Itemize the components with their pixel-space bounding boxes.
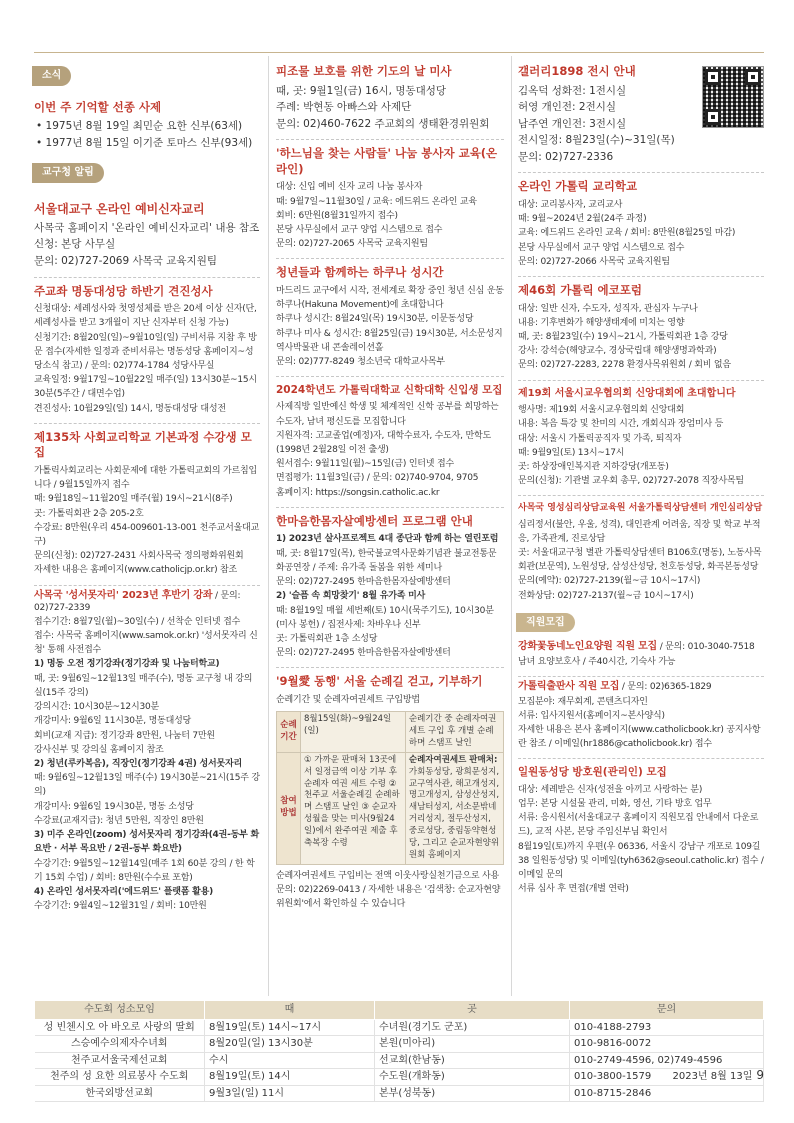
notice-text: 접수기간: 8월7일(월)~30일(수) / 선착순 인터넷 접수 xyxy=(34,616,241,627)
notice-text: 사제직방 일반예신 학생 및 체계적인 신학 공부를 희망하는 수도자, 남녀 평신도를 모집합니다 xyxy=(276,402,499,427)
column-header: 문의 xyxy=(570,1001,764,1020)
table-cell: 010-9816-0072 xyxy=(570,1036,764,1053)
notice-title: 갤러리1898 전시 안내 xyxy=(518,64,636,78)
notice-text: 접수: 사목국 홈페이지(www.samok.or.kr) '성서못자리 신청' 통해 사전접수 xyxy=(34,631,258,656)
table-cell: 010-4188-2793 xyxy=(570,1019,764,1036)
section-tab-jobs: 직원모집 xyxy=(516,613,575,633)
notice-text: 사목국 홈페이지 '온라인 예비신자교리' 내용 참조 xyxy=(34,221,260,234)
notice-title: 제135차 사회교리학교 기본과정 수강생 모집 xyxy=(34,429,252,460)
table-cell: 010-3800-1579 xyxy=(570,1069,764,1086)
notice-text: 행사명: 제19회 서울시교우협의회 신앙대회 xyxy=(518,405,685,416)
notice-text: 홈페이지: https://songsin.catholic.ac.kr xyxy=(276,487,440,498)
divider xyxy=(276,139,504,140)
notice-text: 때, 곳: 9월6일~12월13일 매주(수), 명동 교구청 내 강의실(15주 강의) xyxy=(34,673,253,698)
memorial-item: • 1977년 8월 15일 이기준 토마스 신부(93세) xyxy=(36,136,253,149)
table-cell: 9월3일(일) 11시 xyxy=(205,1085,375,1102)
notice-subhead: 2) 청년(루카복음), 직장인(정기강좌 4권) 성서못자리 xyxy=(34,759,243,770)
table-cell: 천주교서울국제선교회 xyxy=(35,1052,205,1069)
table-cell: 선교회(한남동) xyxy=(375,1052,570,1069)
vocation-schedule-table xyxy=(34,1000,764,1102)
notice-subhead: 3) 미주 온라인(zoom) 성서못자리 정기강좌(4권-동부 화요반 · 서부 목요반 / 2권-동부 화요반) xyxy=(34,830,260,855)
notice-text: 때: 9월9일(토) 13시~17시 xyxy=(518,447,625,458)
notice-text: 전시일정: 8월23일(수)~31일(목) xyxy=(518,134,675,147)
notice-text: 남주연 개인전: 3전시실 xyxy=(518,117,627,130)
top-rule xyxy=(34,52,764,53)
notice-text: 문의(예약): 02)727-2139(월~금 10시~17시) xyxy=(518,576,701,587)
column-left xyxy=(34,56,260,913)
column-header: 때 xyxy=(205,1001,375,1020)
notice-subhead: 2) '슬픔 속 희망찾기' 8월 유가족 미사 xyxy=(276,591,426,602)
notice-text: 곳: 서울대교구청 별관 가톨릭상담센터 B106호(명동), 노동사목회관(보문역), 노원성당, 삼성산성당, 천호동성당, 화곡본동성당 xyxy=(518,548,762,573)
notice-text: 하쿠나 성시간: 8월24일(목) 19시30분, 이문동성당 xyxy=(276,314,474,325)
notice-text: 때: 9월6일~12월13일 매주(수) 19시30분~21시(15주 강의) xyxy=(34,773,260,798)
table-cell: 성 빈첸시오 아 바오로 사랑의 딸회 xyxy=(35,1019,205,1036)
table-cell: 8월15일(화)~9월24일(일) xyxy=(301,712,406,753)
notice-text: 하쿠나 미사 & 성시간: 8월25일(금) 19시30분, 서소문성지역사박물관 내 콘솔레이션홀 xyxy=(276,328,503,353)
notice-text: 순례기간 및 순례자여권세트 구입방법 xyxy=(276,694,420,705)
notice-text: 대상: 서울시 가톨릭공직자 및 가족, 퇴직자 xyxy=(518,433,682,444)
divider xyxy=(276,667,504,668)
notice-text: 문의: 02)727-2069 사목국 교육지원팀 xyxy=(34,255,217,268)
notice-title: 주교좌 명동대성당 하반기 견진성사 xyxy=(34,283,213,298)
table-cell: 본부(성북동) xyxy=(375,1085,570,1102)
notice-text: 곳: 가톨릭회관 1층 소성당 xyxy=(276,633,378,644)
table-row xyxy=(35,1036,764,1053)
divider xyxy=(518,495,764,496)
notice-title: 청년들과 함께하는 하쿠나 성시간 xyxy=(276,265,444,280)
notice-text: 순례자여권세트 구입비는 전액 이웃사랑실천기금으로 사용 xyxy=(276,870,499,881)
column-divider xyxy=(511,56,512,996)
divider xyxy=(518,676,764,677)
notice-text: 수강기간: 9월4일~12월31일 / 회비: 10만원 xyxy=(34,901,207,912)
notice-title: 제46회 가톨릭 에코포럼 xyxy=(518,283,642,298)
notice-title: 제19회 서울시교우협의회 신앙대회에 초대합니다 xyxy=(518,387,736,399)
table-row xyxy=(35,1019,764,1036)
table-header-row xyxy=(35,1001,764,1020)
notice-text: 마드리드 교구에서 시작, 전세계로 확장 중인 청년 신심 운동 하쿠나(Hakuna Movement)에 초대합니다 xyxy=(276,285,504,311)
notice-text: 문의: 02)727-2066 사목국 교육지원팀 xyxy=(518,256,670,267)
pilgrimage-table xyxy=(276,711,504,865)
notice-text: 문의: 02)727-2283, 2278 환경사목위원회 / 회비 없음 xyxy=(518,360,731,371)
notice-text: 개강미사: 9월6일 19시30분, 명동 소성당 xyxy=(34,801,194,812)
column-right xyxy=(518,56,764,896)
table-cell: 스승예수의제자수녀회 xyxy=(35,1036,205,1053)
table-cell: 한국외방선교회 xyxy=(35,1085,205,1102)
notice-text: 전화상담: 02)727-2137(월~금 10시~17시) xyxy=(518,590,694,601)
column-middle xyxy=(276,56,504,911)
table-cell: 수녀원(경기도 군포) xyxy=(375,1019,570,1036)
notice-text: 자세한 내용은 홈페이지(www.catholicjp.or.kr) 참조 xyxy=(34,565,238,576)
notice-text: 개강미사: 9월6일 11시30분, 명동대성당 xyxy=(34,716,192,727)
page-footer xyxy=(672,1066,764,1085)
notice-title: 사목국 영성심리상담교육원 서울가톨릭상담센터 개인심리상담 xyxy=(518,503,763,514)
divider xyxy=(276,376,504,377)
divider xyxy=(518,276,764,277)
notice-text: 때: 9월18일~11월20일 매주(월) 19시~21시(8주) xyxy=(34,494,233,505)
table-label: 순례기간 xyxy=(277,712,301,753)
notice-title: 2024학년도 가톨릭대학교 신학대학 신입생 모집 xyxy=(276,384,503,397)
notice-text: 가톨릭사회교리는 사회문제에 대한 가톨릭교회의 가르침입니다 / 9월15일까지 접수 xyxy=(34,465,257,491)
notice-text: 강사신부 및 강의실 홈페이지 참조 xyxy=(34,744,164,755)
notice-text: 대상: 세례받은 신자(성전을 아끼고 사랑하는 분) xyxy=(518,784,703,795)
table-cell: 수도원(개화동) xyxy=(375,1069,570,1086)
notice-text: 서류 심사 후 면접(개별 연락) xyxy=(518,884,629,895)
notice-text: 때, 곳: 9월1일(금) 16시, 명동대성당 xyxy=(276,84,447,97)
memorial-title: 이번 주 기억할 선종 사제 xyxy=(34,99,162,114)
notice-title: '하느님을 찾는 사람들' 나눔 봉사자 교육(온라인) xyxy=(276,146,498,176)
notice-text: 강사: 강석승(해양교수, 경상국립대 해양생명과학과) xyxy=(518,346,717,357)
notice-text: 문의(신청): 02)727-2431 사회사목국 정의평화위원회 xyxy=(34,551,244,562)
notice-text: 때, 곳: 8월17일(목), 한국불교역사문화기념관 불교전통문화공연장 / 주제: 유가족 돌봄을 위한 세미나 xyxy=(276,548,497,573)
table-cell: 8월19일(토) 14시 xyxy=(205,1069,375,1086)
table-cell: 8월20일(일) 13시30분 xyxy=(205,1036,375,1053)
notice-text: 신청: 본당 사무실 xyxy=(34,238,116,251)
notice-text: 강의시간: 10시30분~12시30분 xyxy=(34,702,159,713)
table-row xyxy=(35,1069,764,1086)
notice-text: 때: 8월19일 매월 세번째(토) 10시(묵주기도), 10시30분(미사 봉헌) / 집전사제: 차바우나 신부 xyxy=(276,605,494,630)
notice-text: 견진성사: 10월29일(일) 14시, 명동대성당 대성전 xyxy=(34,403,226,414)
column-header: 곳 xyxy=(375,1001,570,1020)
notice-text: 신청대상: 세례성사와 첫영성체를 받은 20세 이상 신자(단, 세례성사를 받고 3개월이 지난 신자부터 신청 가능) xyxy=(34,304,257,329)
table-row xyxy=(35,1052,764,1069)
column-divider xyxy=(268,56,269,996)
notice-text: 문의: 02)727-2495 한마음한몸자살예방센터 xyxy=(276,577,451,588)
notice-title: 서울대교구 온라인 예비신자교리 xyxy=(34,201,205,216)
divider xyxy=(34,423,260,424)
notice-text: 심리정서(불안, 우울, 성격), 대인관계 어려움, 직장 및 학교 부적응, 가족관계, 진로상담 xyxy=(518,519,761,544)
notice-title: 강화꽃동네노인요양원 직원 모집 xyxy=(518,641,658,653)
notice-text: 문의: 02)727-2495 한마음한몸자살예방센터 xyxy=(276,648,451,659)
notice-title-row: 사목국 '성서못자리' 2023년 후반기 강좌 / 문의: 02)727-2339 xyxy=(34,589,241,614)
table-cell: 순례자여권세트 판매처: 가회동성당, 광희문성지, 교구역사관, 해고개성지, 명고개성지, 삼성산성지, 새남터성지, 서소문밖네거리성지, 절두산성지, 중로성당, 중림동약현성당, 그리고 순교자현양위원회 홈페이지 xyxy=(405,752,503,864)
notice-text: 내용: 기후변화가 해양생태계에 미치는 영향 xyxy=(518,317,685,328)
notice-text: 모집분야: 재무회계, 콘텐츠디자인 xyxy=(518,696,648,707)
divider xyxy=(34,277,260,278)
notice-text: 신청기간: 8월20일(일)~9월10일(일) 구비서류 지참 후 방문 접수(자세한 일정과 준비서류는 명동성당 홈페이지~성당소식 참고) / 문의: 02)774-1784 성당사무실 xyxy=(34,332,257,371)
notice-text: 원서접수: 9월11일(월)~15일(금) 인터넷 접수 xyxy=(276,459,454,470)
column-header: 수도회 성소모임 xyxy=(35,1001,205,1020)
notice-text: 면접평가: 11월3일(금) / 문의: 02)740-9704, 9705 xyxy=(276,473,479,484)
notice-text: 본당 사무실에서 교구 양업 시스템으로 접수 xyxy=(518,242,685,253)
notice-title: 온라인 가톨릭 교리학교 xyxy=(518,179,638,194)
table-label: 참여방법 xyxy=(277,752,301,864)
notice-text: 업무: 본당 시설물 관리, 미화, 영선, 기타 방호 업무 xyxy=(518,798,712,809)
notice-text: 수강료: 8만원(우리 454-009601-13-001 천주교서울대교구) xyxy=(34,522,260,547)
issue-date: 2023년 8월 13일 xyxy=(672,1071,753,1082)
notice-text: 수강료(교재지급): 청년 5만원, 직장인 8만원 xyxy=(34,815,204,826)
notice-text: 문의: 02)777-8249 청소년국 대학교사목부 xyxy=(276,356,445,367)
notice-text: 회비(교재 지급): 정기강좌 8만원, 나눔터 7만원 xyxy=(34,730,215,741)
notice-title: 피조물 보호를 위한 기도의 날 미사 xyxy=(276,64,452,78)
notice-text: 회비: 6만원(8월31일까지 접수) xyxy=(276,210,398,221)
notice-text: 대상: 일반 신자, 수도자, 성직자, 관심자 누구나 xyxy=(518,303,698,314)
notice-text: 내용: 복음 특강 및 찬미의 시간, 개회식과 장엄미사 등 xyxy=(518,419,724,430)
divider xyxy=(276,507,504,508)
gallery-block xyxy=(518,64,764,165)
notice-title: 일원동성당 방호원(관리인) 모집 xyxy=(518,766,667,779)
notice-text: 수강기간: 9월5일~12월14일(매주 1회 60분 강의 / 한 학기 15회 수업) / 회비: 8만원(수수료 포함) xyxy=(34,858,255,883)
notice-text: 문의: 02)727-2336 xyxy=(518,150,614,163)
notice-title: 한마음한몸자살예방센터 프로그램 안내 xyxy=(276,513,473,528)
notice-subhead: 1) 명동 오전 정기강좌(정기강좌 및 나눔터학교) xyxy=(34,659,220,670)
table-cell: 010-2749-4596, 02)749-4596 xyxy=(570,1052,764,1069)
notice-text: 문의: 02)727-2065 사목국 교육지원팀 xyxy=(276,239,428,250)
section-tab-news: 소식 xyxy=(32,66,71,86)
table-row xyxy=(35,1085,764,1102)
table-cell: ① 가까운 판매처 13곳에서 일정금액 이상 기부 후 순례자 여권 세트 수령 ② 천주교 서울순례길 순례하며 스탬프 날인 ③ 순교자성월을 맞는 미사(9월24일)에서 완주여권 제출 후 축복장 수령 xyxy=(301,752,406,864)
notice-title-row: 강화꽃동네노인요양원 직원 모집 / 문의: 010-3040-7518 xyxy=(518,641,755,653)
notice-text: 때, 곳: 8월23일(수) 19시~21시, 가톨릭회관 1층 강당 xyxy=(518,331,728,342)
notice-text: 본당 사무실에서 교구 양업 시스템으로 접수 xyxy=(276,224,443,235)
table-cell: 천주의 성 요한 의료봉사 수도회 xyxy=(35,1069,205,1086)
notice-text: 문의: 02)2269-0413 / 자세한 내용은 '검색창: 순교자현양위원회'에서 확인하실 수 있습니다 xyxy=(276,885,501,910)
qr-code-icon xyxy=(702,66,764,128)
notice-subhead: 1) 2023년 살사프로젝트 4대 종단과 함께 하는 열린포럼 xyxy=(276,534,499,545)
table-cell: 수시 xyxy=(205,1052,375,1069)
notice-text: 허영 개인전: 2전시실 xyxy=(518,101,617,114)
table-cell: 8월19일(토) 14시~17시 xyxy=(205,1019,375,1036)
notice-text: 김옥덕 성화전: 1전시실 xyxy=(518,84,627,97)
notice-text: 8월19일(토)까지 우편(우 06336, 서울시 강남구 개포로 109길 38 일원동성당) 및 이메일(tyh6362@seoul.catholic.kr) 접수 / 이메일 문의 xyxy=(518,841,764,880)
notice-text: 지원자격: 고교졸업(예정)자, 대학수료자, 수도자, 만학도(1998년 2월28일 이전 출생) xyxy=(276,430,491,456)
notice-text: 문의: 02)460-7622 주교회의 생태환경위원회 xyxy=(276,117,490,130)
divider xyxy=(34,585,260,586)
notice-text: 때: 9월7일~11월30일 / 교육: 에드위드 온라인 교육 xyxy=(276,196,477,207)
notice-text: 대상: 교리봉사자, 교리교사 xyxy=(518,199,623,210)
notice-title: 사목국 '성서못자리' 2023년 후반기 강좌 xyxy=(34,589,213,601)
section-tab-parish: 교구청 알림 xyxy=(32,163,104,183)
notice-text: 자세한 내용은 본사 홈페이지(www.catholicbook.kr) 공지사항란 참조 / 이메일(hr1886@catholicbook.kr) 접수 xyxy=(518,725,761,750)
divider xyxy=(518,758,764,759)
notice-text: 주례: 박현동 아빠스와 사제단 xyxy=(276,101,412,114)
notice-text: 곳: 하상장애인복지관 지하강당(개포동) xyxy=(518,462,669,472)
notice-text: 남녀 요양보호사 / 주40시간, 기숙사 가능 xyxy=(518,656,676,667)
notice-title: '9월愛 동행' 서울 순례길 걷고, 기부하기 xyxy=(276,674,483,689)
divider xyxy=(518,172,764,173)
divider xyxy=(518,380,764,381)
notice-text: 때: 9월~2024년 2월(24주 과정) xyxy=(518,214,647,225)
notice-subhead: 4) 온라인 성서못자리('에드위드' 플랫폼 활용) xyxy=(34,886,214,897)
page-number: 9 xyxy=(756,1068,764,1082)
notice-text: 곳: 가톨릭회관 2층 205-2호 xyxy=(34,508,144,519)
table-cell: 본원(미아리) xyxy=(375,1036,570,1053)
table-cell: 010-8715-2846 xyxy=(570,1085,764,1102)
table-cell: 순례기간 중 순례자여권세트 구입 후 개별 순례하며 스탬프 날인 xyxy=(405,712,503,753)
notice-text: 대상: 신입 예비 신자 교리 나눔 봉사자 xyxy=(276,182,423,193)
notice-text: 교육일정: 9월17일~10월22일 매주(일) 13시30분~15시30분(5주간 / 대면수업) xyxy=(34,375,257,400)
notice-text: 문의(신청): 기관별 교우회 총무, 02)727-2078 직장사목팀 xyxy=(518,476,744,487)
memorial-item: • 1975년 8월 19일 최민순 요한 신부(63세) xyxy=(36,120,243,133)
notice-text: 교육: 에드위드 온라인 교육 / 회비: 8만원(8월25일 마감) xyxy=(518,228,736,239)
notice-title-row: 가톨릭출판사 직원 모집 / 문의: 02)6365-1829 xyxy=(518,681,712,693)
notice-text: 서류: 응시원서(서울대교구 홈페이지 직원모집 안내에서 다운로드), 교적 사본, 본당 주임신부님 확인서 xyxy=(518,813,759,838)
divider xyxy=(276,258,504,259)
notice-title: 가톨릭출판사 직원 모집 xyxy=(518,681,620,693)
notice-text: 서류: 입사지원서(홈페이지~본사양식) xyxy=(518,710,665,721)
